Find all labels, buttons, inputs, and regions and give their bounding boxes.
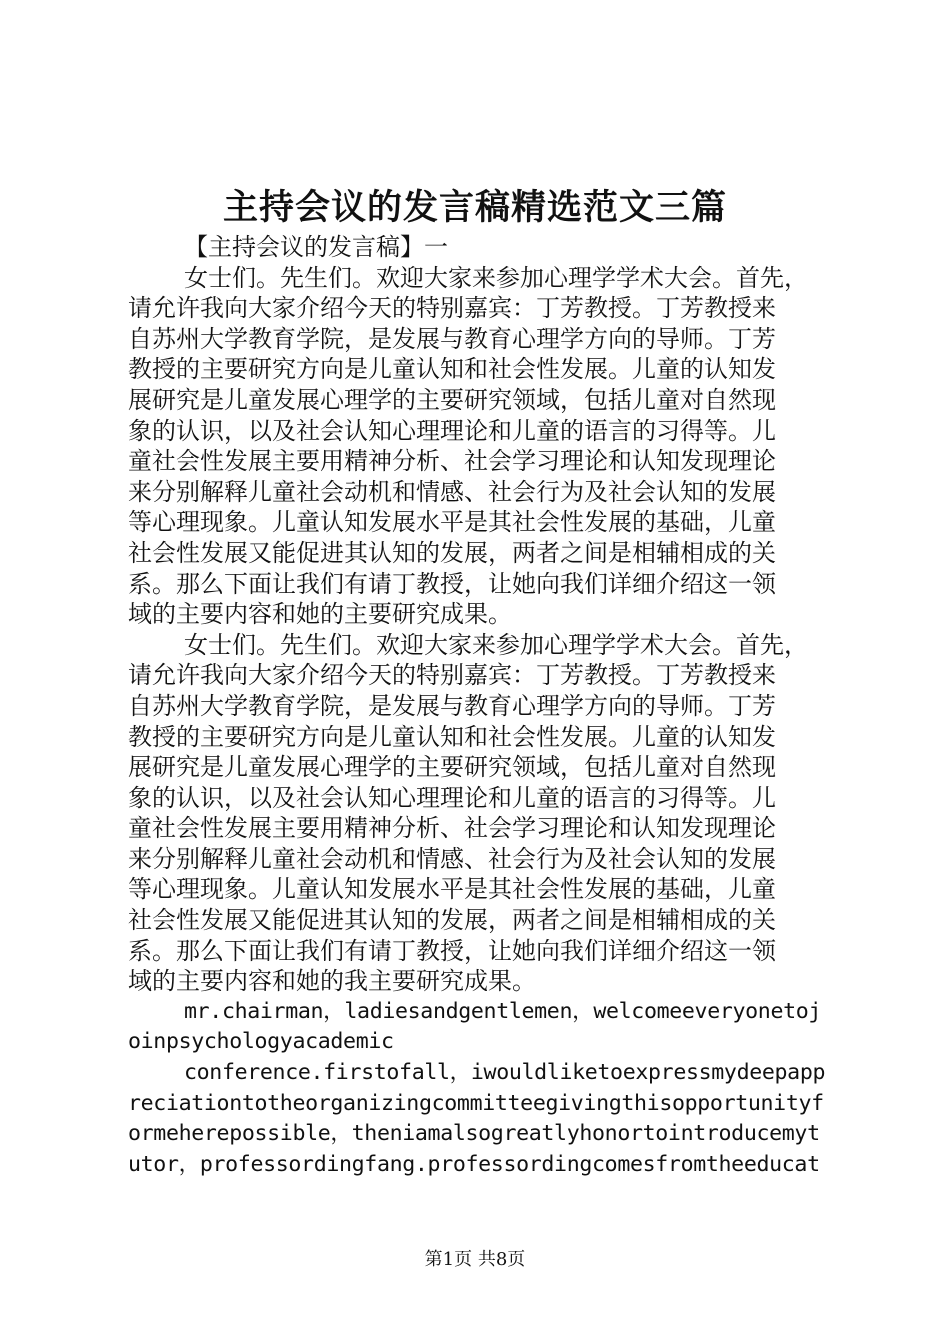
page-number: 第1页 共8页 <box>424 1249 526 1270</box>
text-line: 教授的主要研究方向是儿童认知和社会性发展。儿童的认知发 <box>128 355 776 384</box>
text-line: 象的认识，以及社会认知心理理论和儿童的语言的习得等。儿 <box>128 416 776 445</box>
paragraph-2 <box>128 630 840 997</box>
text-line: 童社会性发展主要用精神分析、社会学习理论和认知发现理论 <box>128 447 776 476</box>
text-line: 自苏州大学教育学院，是发展与教育心理学方向的导师。丁芳 <box>128 691 776 720</box>
text-line: 来分别解释儿童社会动机和情感、社会行为及社会认知的发展 <box>128 844 776 873</box>
text-line: 等心理现象。儿童认知发展水平是其社会性发展的基础，儿童 <box>128 875 776 904</box>
text-line: 系。那么下面让我们有请丁教授，让她向我们详细介绍这一领 <box>128 936 776 965</box>
text-line: oinpsychologyacademic <box>128 1029 394 1055</box>
text-line: 域的主要内容和她的主要研究成果。 <box>128 600 512 629</box>
text-line: 女士们。先生们。欢迎大家来参加心理学学术大会。首先， <box>184 630 808 659</box>
text-line: 自苏州大学教育学院，是发展与教育心理学方向的导师。丁芳 <box>128 324 776 353</box>
text-line: 展研究是儿童发展心理学的主要研究领域，包括儿童对自然现 <box>128 385 776 414</box>
text-line: 请允许我向大家介绍今天的特别嘉宾：丁芳教授。丁芳教授来 <box>128 661 776 690</box>
text-line: conference.firstofall，iwouldliketoexpressmydeepapp <box>184 1060 826 1086</box>
text-line: 社会性发展又能促进其认知的发展，两者之间是相辅相成的关 <box>128 538 776 567</box>
text-line: 象的认识，以及社会认知心理理论和儿童的语言的习得等。儿 <box>128 783 776 812</box>
text-line: mr.chairman，ladiesandgentlemen，welcomeeveryonetoj <box>184 998 822 1024</box>
text-line: 来分别解释儿童社会动机和情感、社会行为及社会认知的发展 <box>128 477 776 506</box>
text-line: utor，professordingfang.professordingcomesfromtheeducat <box>128 1151 820 1177</box>
text-line: 教授的主要研究方向是儿童认知和社会性发展。儿童的认知发 <box>128 722 776 751</box>
document-body <box>128 232 840 1180</box>
text-line: 系。那么下面让我们有请丁教授，让她向我们详细介绍这一领 <box>128 569 776 598</box>
text-line: 展研究是儿童发展心理学的主要研究领域，包括儿童对自然现 <box>128 753 776 782</box>
paragraph-3 <box>128 997 840 1058</box>
text-line: 女士们。先生们。欢迎大家来参加心理学学术大会。首先， <box>184 263 808 292</box>
text-line: 域的主要内容和她的我主要研究成果。 <box>128 967 536 996</box>
section-heading: 【主持会议的发言稿】一 <box>184 233 448 261</box>
paragraph-1 <box>128 263 840 630</box>
paragraph-4 <box>128 1058 840 1180</box>
text-line: 请允许我向大家介绍今天的特别嘉宾：丁芳教授。丁芳教授来 <box>128 294 776 323</box>
text-line: ormeherepossible，theniamalsogreatlyhonortointroducemyt <box>128 1121 820 1147</box>
text-line: 童社会性发展主要用精神分析、社会学习理论和认知发现理论 <box>128 814 776 843</box>
text-line: 社会性发展又能促进其认知的发展，两者之间是相辅相成的关 <box>128 906 776 935</box>
document-title: 主持会议的发言稿精选范文三篇 <box>222 187 727 228</box>
text-line: 等心理现象。儿童认知发展水平是其社会性发展的基础，儿童 <box>128 508 776 537</box>
text-line: reciationtotheorganizingcommitteegivingthisopportunityf <box>128 1090 824 1116</box>
